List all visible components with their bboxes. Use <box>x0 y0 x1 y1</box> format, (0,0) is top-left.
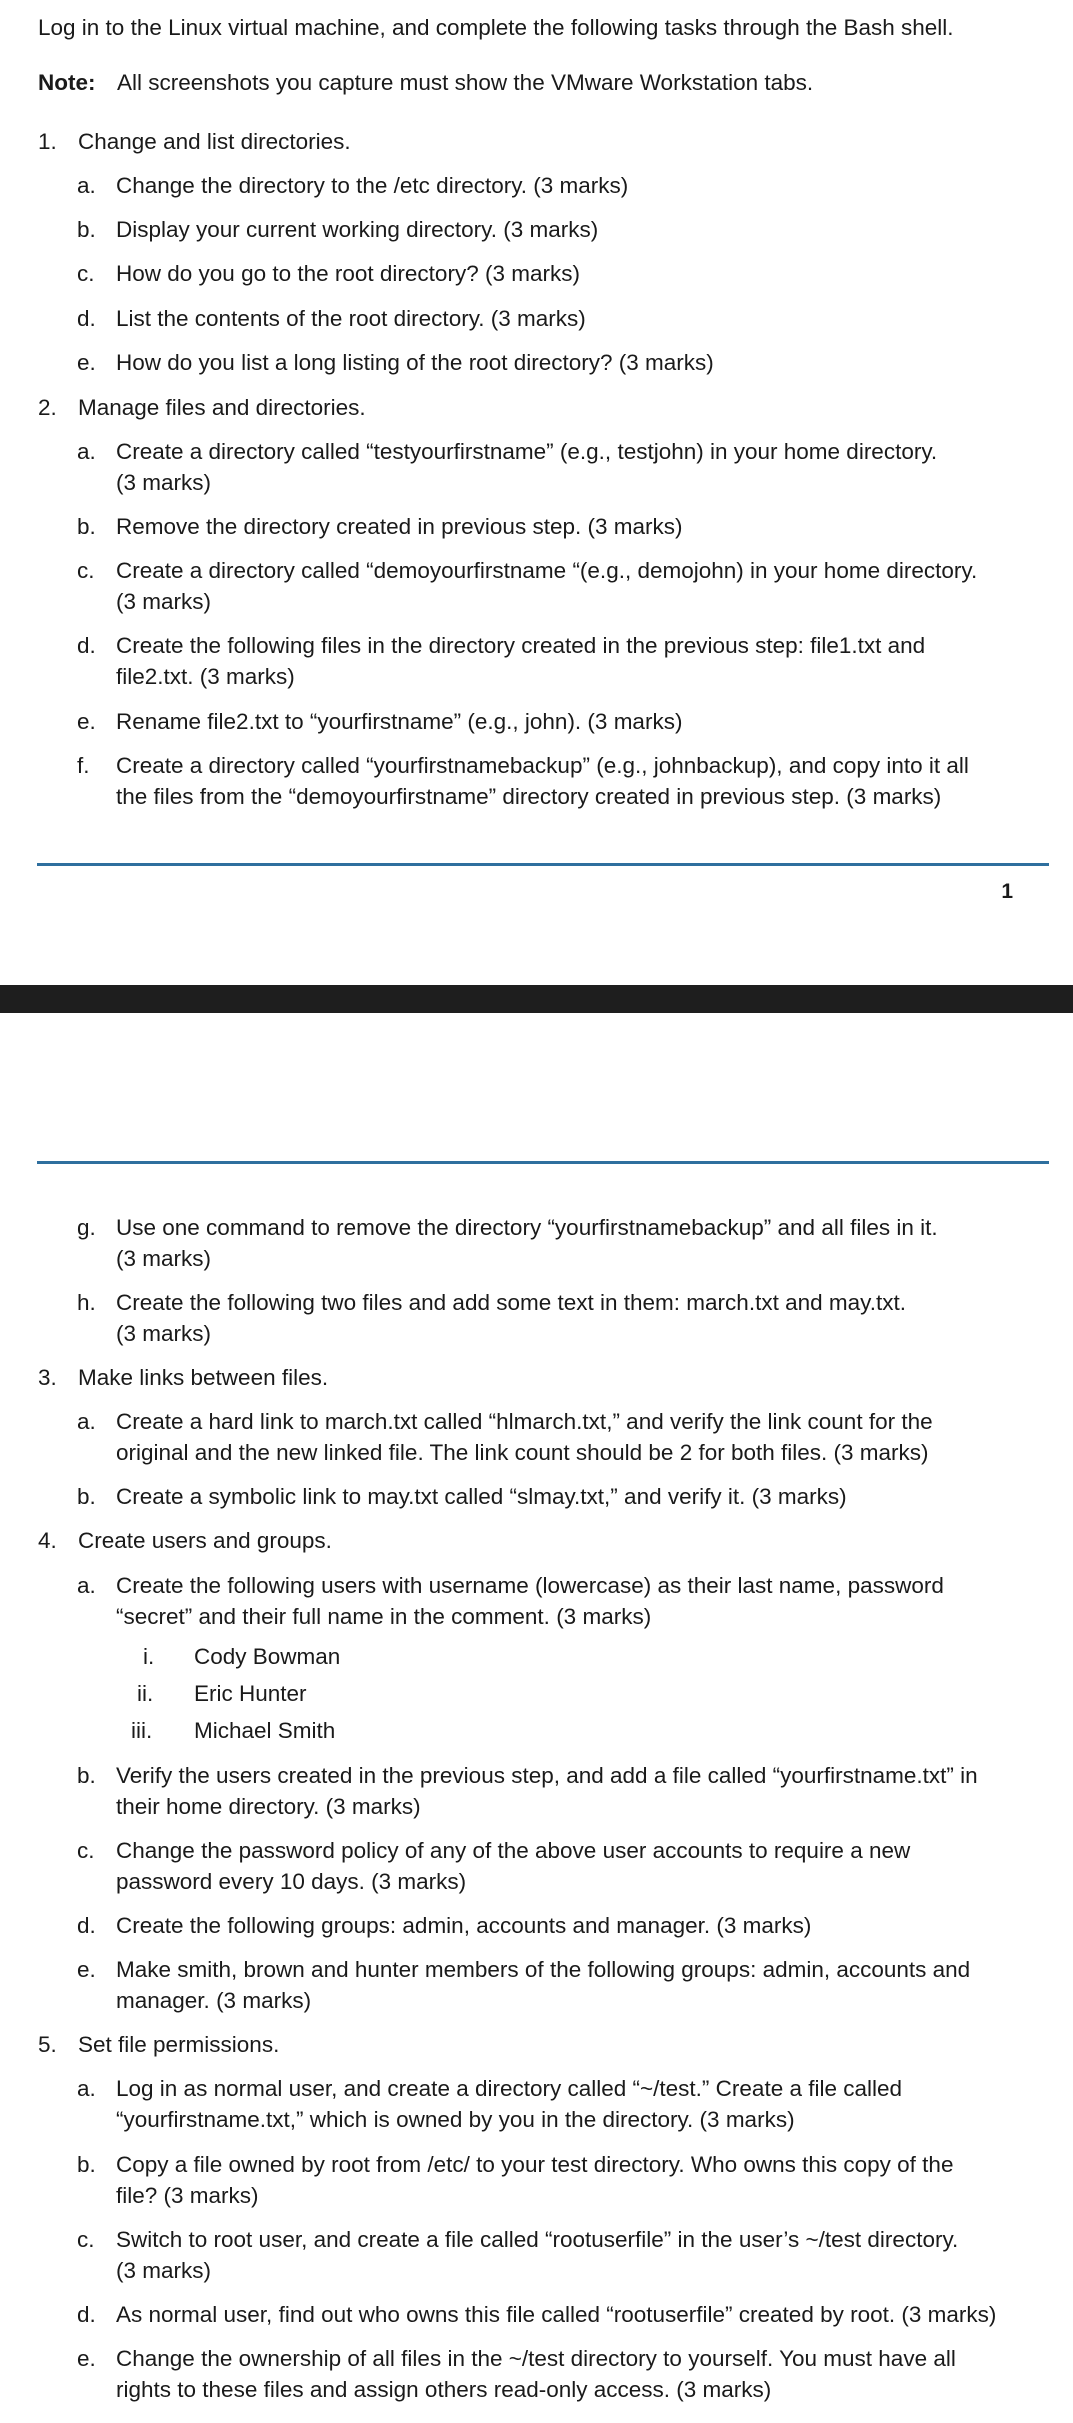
item-5e-text-line1: Change the ownership of all files in the ~/test directory to yourself. You must have all <box>116 2346 956 2371</box>
item-5c-text-line1: Switch to root user, and create a file called “rootuserfile” in the user’s ~/test directory. <box>116 2227 959 2252</box>
item-4a-text-line1: Create the following users with username (lowercase) as their last name, password <box>116 1573 944 1598</box>
item-4e-text-line1: Make smith, brown and hunter members of the following groups: admin, accounts and <box>116 1957 971 1982</box>
header-rule <box>37 1161 1049 1164</box>
item-3a-text-line2: original and the new linked file. The link count should be 2 for both files. (3 marks) <box>116 1440 929 1465</box>
section-1-title: Change and list directories. <box>78 129 351 154</box>
item-2d-letter: d. <box>77 633 96 658</box>
item-2b-text: Remove the directory created in previous step. (3 marks) <box>116 514 683 539</box>
item-3b-text: Create a symbolic link to may.txt called “slmay.txt,” and verify it. (3 marks) <box>116 1484 847 1509</box>
user-2-numeral: ii. <box>137 1681 154 1706</box>
item-4b-letter: b. <box>77 1763 96 1788</box>
item-1c-letter: c. <box>77 261 95 286</box>
item-5a-text-line2: “yourfirstname.txt,” which is owned by you in the directory. (3 marks) <box>116 2107 795 2132</box>
note-text: All screenshots you capture must show the VMware Workstation tabs. <box>117 70 814 95</box>
item-1c-text: How do you go to the root directory? (3 marks) <box>116 261 580 286</box>
intro-text: Log in to the Linux virtual machine, and complete the following tasks through the Bash shell. <box>38 15 954 40</box>
item-4a-text-line2: “secret” and their full name in the comment. (3 marks) <box>116 1604 652 1629</box>
section-4-number: 4. <box>38 1528 57 1553</box>
item-5a-letter: a. <box>77 2076 96 2101</box>
item-4c-text-line1: Change the password policy of any of the above user accounts to require a new <box>116 1838 911 1863</box>
item-2a-text-line2: (3 marks) <box>116 470 211 495</box>
item-2d-text-line1: Create the following files in the directory created in the previous step: file1.txt and <box>116 633 926 658</box>
item-5e-letter: e. <box>77 2346 96 2371</box>
item-5d-letter: d. <box>77 2302 96 2327</box>
item-5b-text-line2: file? (3 marks) <box>116 2183 259 2208</box>
item-3a-letter: a. <box>77 1409 96 1434</box>
user-3-name: Michael Smith <box>194 1718 336 1743</box>
item-4c-letter: c. <box>77 1838 95 1863</box>
item-5b-text-line1: Copy a file owned by root from /etc/ to your test directory. Who owns this copy of the <box>116 2152 954 2177</box>
item-2f-text-line1: Create a directory called “yourfirstnamebackup” (e.g., johnbackup), and copy into it all <box>116 753 969 778</box>
item-2e-text: Rename file2.txt to “yourfirstname” (e.g., john). (3 marks) <box>116 709 683 734</box>
item-2h-text-line1: Create the following two files and add some text in them: march.txt and may.txt. <box>116 1290 906 1315</box>
item-4a-letter: a. <box>77 1573 96 1598</box>
item-1a-text: Change the directory to the /etc directory. (3 marks) <box>116 173 629 198</box>
item-2c-text-line2: (3 marks) <box>116 589 211 614</box>
item-4b-text-line1: Verify the users created in the previous step, and add a file called “yourfirstname.txt” in <box>116 1763 978 1788</box>
item-4e-letter: e. <box>77 1957 96 1982</box>
item-2a-letter: a. <box>77 439 96 464</box>
item-5b-letter: b. <box>77 2152 96 2177</box>
page-number: 1 <box>1001 880 1013 903</box>
item-3b-letter: b. <box>77 1484 96 1509</box>
footer-rule <box>37 863 1049 866</box>
item-2f-letter: f. <box>77 753 90 778</box>
item-4e-text-line2: manager. (3 marks) <box>116 1988 312 2013</box>
user-1-numeral: i. <box>143 1644 155 1669</box>
item-5c-text-line2: (3 marks) <box>116 2258 211 2283</box>
section-3-number: 3. <box>38 1365 57 1390</box>
section-3-title: Make links between files. <box>78 1365 329 1390</box>
item-2h-letter: h. <box>77 1290 96 1315</box>
item-5c-letter: c. <box>77 2227 95 2252</box>
section-5-title: Set file permissions. <box>78 2032 280 2057</box>
item-1d-text: List the contents of the root directory. (3 marks) <box>116 306 586 331</box>
item-2c-letter: c. <box>77 558 95 583</box>
item-2d-text-line2: file2.txt. (3 marks) <box>116 664 295 689</box>
document-page-2 <box>0 1013 1073 2423</box>
item-5d-text: As normal user, find out who owns this file called “rootuserfile” created by root. (3 marks) <box>116 2302 997 2327</box>
page-separator <box>0 985 1073 1013</box>
user-3-numeral: iii. <box>131 1718 153 1743</box>
item-4c-text-line2: password every 10 days. (3 marks) <box>116 1869 467 1894</box>
item-2f-text-line2: the files from the “demoyourfirstname” directory created in previous step. (3 marks) <box>116 784 942 809</box>
item-1a-letter: a. <box>77 173 96 198</box>
item-2b-letter: b. <box>77 514 96 539</box>
item-1d-letter: d. <box>77 306 96 331</box>
item-4d-letter: d. <box>77 1913 96 1938</box>
item-2g-text-line1: Use one command to remove the directory “yourfirstnamebackup” and all files in it. <box>116 1215 938 1240</box>
item-2e-letter: e. <box>77 709 96 734</box>
item-3a-text-line1: Create a hard link to march.txt called “hlmarch.txt,” and verify the link count for the <box>116 1409 933 1434</box>
item-2g-letter: g. <box>77 1215 96 1240</box>
item-2c-text-line1: Create a directory called “demoyourfirstname “(e.g., demojohn) in your home directory. <box>116 558 978 583</box>
section-5-number: 5. <box>38 2032 57 2057</box>
item-1e-text: How do you list a long listing of the root directory? (3 marks) <box>116 350 714 375</box>
section-2-title: Manage files and directories. <box>78 395 366 420</box>
item-2g-text-line2: (3 marks) <box>116 1246 211 1271</box>
item-5e-text-line2: rights to these files and assign others read-only access. (3 marks) <box>116 2377 772 2402</box>
item-1b-text: Display your current working directory. (3 marks) <box>116 217 599 242</box>
document-page-1 <box>0 0 1073 985</box>
note-label: Note: <box>38 70 96 95</box>
user-1-name: Cody Bowman <box>194 1644 341 1669</box>
item-5a-text-line1: Log in as normal user, and create a directory called “~/test.” Create a file called <box>116 2076 903 2101</box>
section-4-title: Create users and groups. <box>78 1528 332 1553</box>
item-4d-text: Create the following groups: admin, accounts and manager. (3 marks) <box>116 1913 812 1938</box>
user-2-name: Eric Hunter <box>194 1681 307 1706</box>
item-1b-letter: b. <box>77 217 96 242</box>
item-4b-text-line2: their home directory. (3 marks) <box>116 1794 421 1819</box>
section-1-number: 1. <box>38 129 57 154</box>
item-2h-text-line2: (3 marks) <box>116 1321 211 1346</box>
item-1e-letter: e. <box>77 350 96 375</box>
item-2a-text-line1: Create a directory called “testyourfirstname” (e.g., testjohn) in your home directory. <box>116 439 938 464</box>
section-2-number: 2. <box>38 395 57 420</box>
